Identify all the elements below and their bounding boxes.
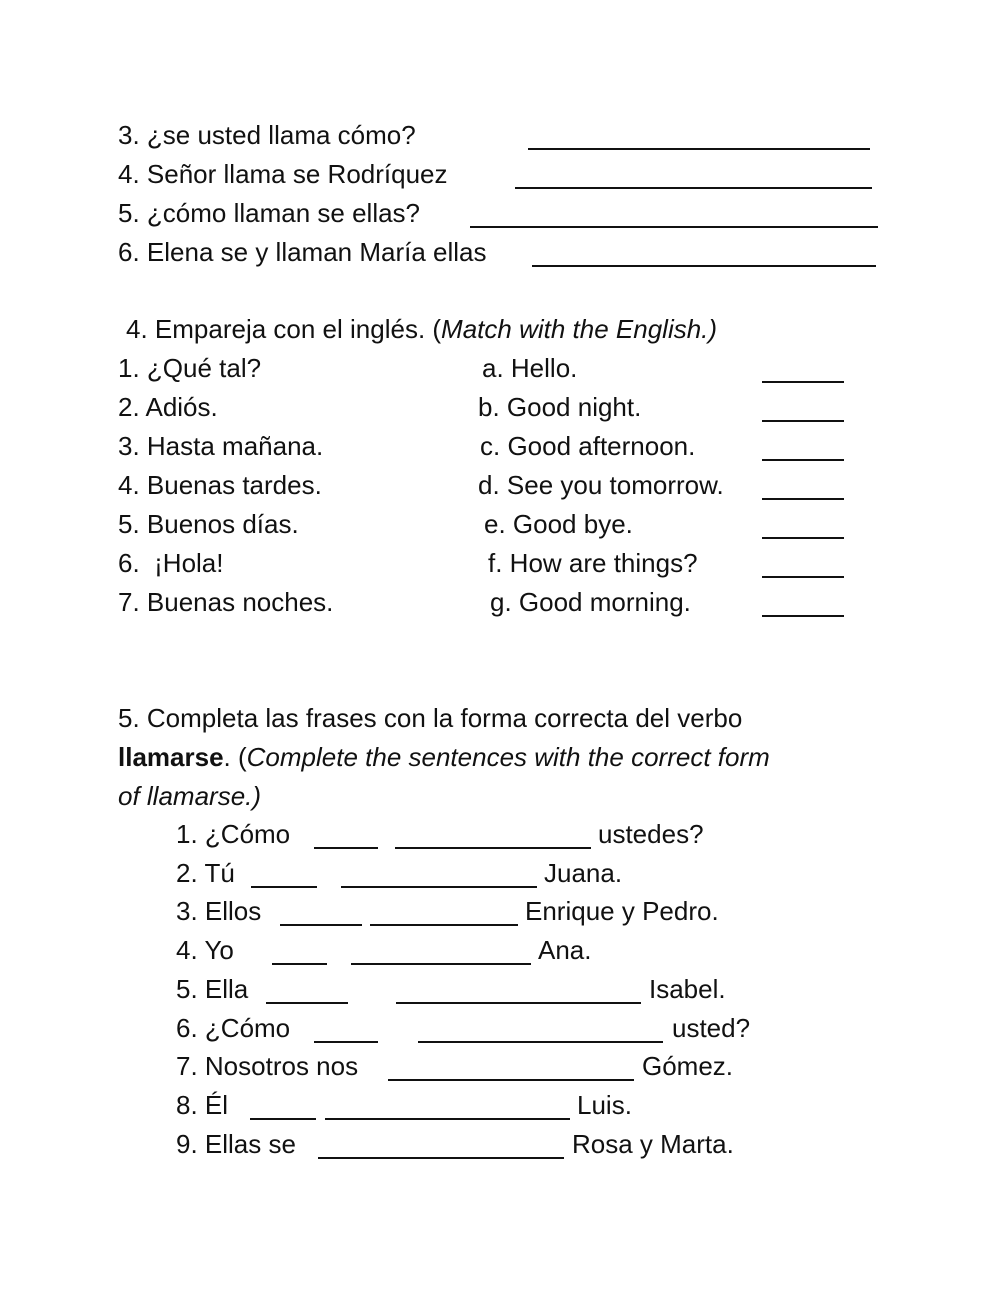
match-blank[interactable] — [762, 537, 844, 539]
english-phrase: b. Good night. — [478, 392, 642, 422]
sentence-start: 7. Nosotros nos — [176, 1051, 359, 1081]
spanish-phrase: 2. Adiós. — [118, 392, 218, 422]
spanish-phrase: 5. Buenos días. — [118, 509, 299, 539]
sentence-start: 6. ¿Cómo — [176, 1013, 291, 1043]
verb-blank[interactable] — [388, 1079, 634, 1081]
sentence-end: Ana. — [538, 935, 592, 965]
spanish-phrase: 4. Buenas tardes. — [118, 470, 322, 500]
pronoun-blank[interactable] — [250, 1118, 316, 1120]
sentence-end: Rosa y Marta. — [572, 1129, 734, 1159]
sentence-end: usted? — [672, 1013, 751, 1043]
sentence-start: 4. Yo — [176, 935, 234, 965]
sentence-end: Enrique y Pedro. — [525, 896, 719, 926]
pronoun-blank[interactable] — [251, 886, 317, 888]
english-phrase: f. How are things? — [488, 548, 698, 578]
english-phrase: c. Good afternoon. — [480, 431, 696, 461]
match-heading-english: Match with the English.) — [441, 314, 718, 344]
sentence-end: Isabel. — [649, 974, 726, 1004]
sentence-start: 5. Ella — [176, 974, 249, 1004]
english-phrase: a. Hello. — [482, 353, 578, 383]
pronoun-blank[interactable] — [272, 963, 327, 965]
answer-blank[interactable] — [532, 265, 876, 267]
sentence-start: 1. ¿Cómo — [176, 819, 291, 849]
verb-blank[interactable] — [418, 1041, 663, 1043]
unscramble-item: 6. Elena se y llaman María ellas — [118, 237, 487, 267]
pronoun-blank[interactable] — [280, 924, 362, 926]
sentence-start: 3. Ellos — [176, 896, 262, 926]
verb-blank[interactable] — [325, 1118, 570, 1120]
verb-blank[interactable] — [395, 847, 591, 849]
english-phrase: g. Good morning. — [490, 587, 691, 617]
sentence-start: 8. Él — [176, 1090, 229, 1120]
match-blank[interactable] — [762, 381, 844, 383]
pronoun-blank[interactable] — [314, 1041, 378, 1043]
verb-blank[interactable] — [351, 963, 531, 965]
unscramble-item: 3. ¿se usted llama cómo? — [118, 120, 416, 150]
verb-blank[interactable] — [318, 1157, 564, 1159]
english-phrase: e. Good bye. — [484, 509, 633, 539]
verb-llamarse: llamarse — [118, 742, 224, 772]
sentence-end: Luis. — [577, 1090, 632, 1120]
match-blank[interactable] — [762, 498, 844, 500]
match-blank[interactable] — [762, 459, 844, 461]
match-heading — [126, 316, 717, 342]
sentence-end: ustedes? — [598, 819, 704, 849]
complete-english-1: Complete the sentences with the correct form — [246, 742, 770, 772]
answer-blank[interactable] — [470, 226, 878, 228]
spanish-phrase: 3. Hasta mañana. — [118, 431, 324, 461]
match-blank[interactable] — [762, 576, 844, 578]
spanish-phrase: 6. ¡Hola! — [118, 548, 224, 578]
match-heading-text: 4. Empareja con el inglés. ( — [126, 314, 442, 344]
answer-blank[interactable] — [515, 187, 872, 189]
sentence-end: Juana. — [544, 858, 623, 888]
spanish-phrase: 1. ¿Qué tal? — [118, 353, 262, 383]
match-blank[interactable] — [762, 420, 844, 422]
verb-blank[interactable] — [341, 886, 537, 888]
unscramble-item: 5. ¿cómo llaman se ellas? — [118, 198, 421, 228]
pronoun-blank[interactable] — [314, 847, 378, 849]
sentence-start: 2. Tú — [176, 858, 235, 888]
sentence-start: 9. Ellas se — [176, 1129, 296, 1159]
heading-punct: . ( — [223, 742, 247, 772]
verb-blank[interactable] — [370, 924, 518, 926]
complete-heading-line2 — [118, 744, 770, 770]
english-phrase: d. See you tomorrow. — [478, 470, 724, 500]
sentence-end: Gómez. — [642, 1051, 734, 1081]
pronoun-blank[interactable] — [266, 1002, 348, 1004]
complete-english-2: of llamarse.) — [118, 781, 262, 811]
spanish-phrase: 7. Buenas noches. — [118, 587, 334, 617]
complete-heading: 5. Completa las frases con la forma correcta del verbo — [118, 703, 743, 733]
unscramble-item: 4. Señor llama se Rodríquez — [118, 159, 448, 189]
verb-blank[interactable] — [396, 1002, 641, 1004]
match-blank[interactable] — [762, 615, 844, 617]
answer-blank[interactable] — [528, 148, 870, 150]
